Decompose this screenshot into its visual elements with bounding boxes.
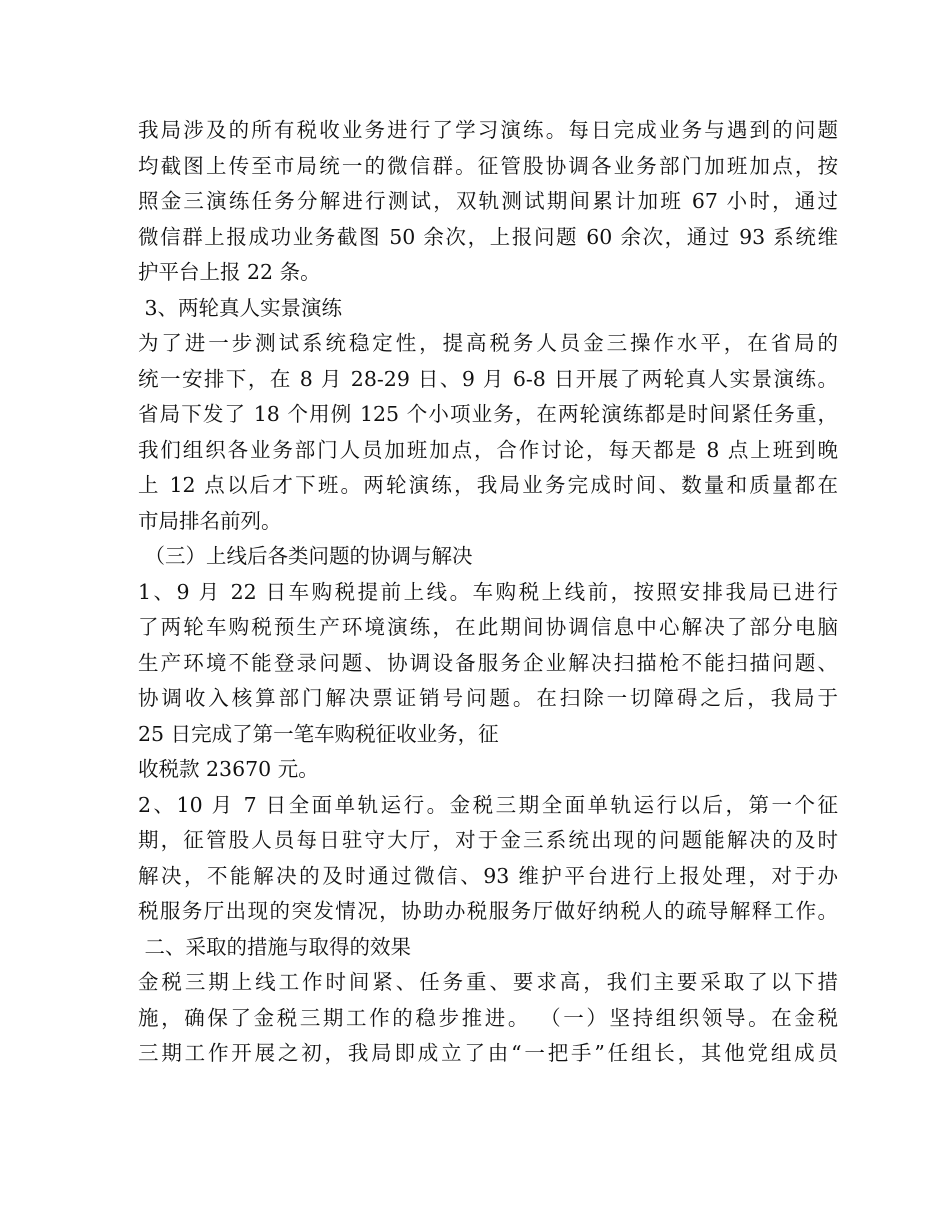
section-heading: 3、两轮真人实景演练	[138, 295, 343, 320]
text-line: 市局排名前列。	[138, 508, 282, 533]
text-line: 照金三演练任务分解进行测试，双轨测试期间累计加班 67 小时，通过	[138, 189, 838, 213]
text-line: 协调收入核算部门解决票证销号问题。在扫除一切障碍之后，我局于	[138, 686, 838, 710]
text-line: 25 日完成了第一笔车购税征收业务，征	[138, 721, 499, 746]
text-line: 为了进一步测试系统稳定性，提高税务人员金三操作水平，在省局的	[138, 331, 838, 355]
document-body	[138, 113, 838, 1072]
text-line: 了两轮车购税预生产环境演练，在此期间协调信息中心解决了部分电脑	[138, 615, 838, 639]
text-line: 省局下发了 18 个用例 125 个小项业务，在两轮演练都是时间紧任务重，	[138, 402, 838, 426]
text-line: 微信群上报成功业务截图 50 余次，上报问题 60 余次，通过 93 系统维	[138, 224, 838, 249]
text-line: 解决，不能解决的及时通过微信、93 维护平台进行上报处理，对于办	[138, 863, 838, 888]
section-heading: （三）上线后各类问题的协调与解决	[138, 544, 473, 568]
text-line: 上 12 点以后才下班。两轮演练，我局业务完成时间、数量和质量都在	[138, 473, 838, 497]
text-line: 我局涉及的所有税收业务进行了学习演练。每日完成业务与遇到的问题	[138, 118, 838, 142]
text-line: 金税三期上线工作时间紧、任务重、要求高，我们主要采取了以下措	[138, 970, 838, 994]
text-line: 均截图上传至市局统一的微信群。征管股协调各业务部门加班加点，按	[138, 153, 838, 178]
text-line: 生产环境不能登录问题、协调设备服务企业解决扫描枪不能扫描问题、	[138, 650, 838, 675]
text-line: 统一安排下，在 8 月 28-29 日、9 月 6-8 日开展了两轮真人实景演练。	[138, 366, 838, 391]
text-line: 1、9 月 22 日车购税提前上线。车购税上线前，按照安排我局已进行	[138, 579, 838, 604]
text-line: 施，确保了金税三期工作的稳步推进。 （一）坚持组织领导。在金税	[138, 1005, 838, 1030]
text-line: 收税款 23670 元。	[138, 757, 319, 781]
text-line: 我们组织各业务部门人员加班加点，合作讨论，每天都是 8 点上班到晚	[138, 437, 838, 462]
text-line: 税服务厅出现的突发情况，协助办税服务厅做好纳税人的疏导解释工作。	[138, 899, 838, 923]
text-line: 护平台上报 22 条。	[138, 260, 321, 284]
text-line: 三期工作开展之初，我局即成立了由“一把手”任组长，其他党组成员	[138, 1041, 838, 1065]
text-line: 期，征管股人员每日驻守大厅，对于金三系统出现的问题能解决的及时	[138, 828, 838, 852]
section-heading: 二、采取的措施与取得的效果	[138, 934, 412, 959]
text-line: 2、10 月 7 日全面单轨运行。金税三期全面单轨运行以后，第一个征	[138, 792, 838, 817]
